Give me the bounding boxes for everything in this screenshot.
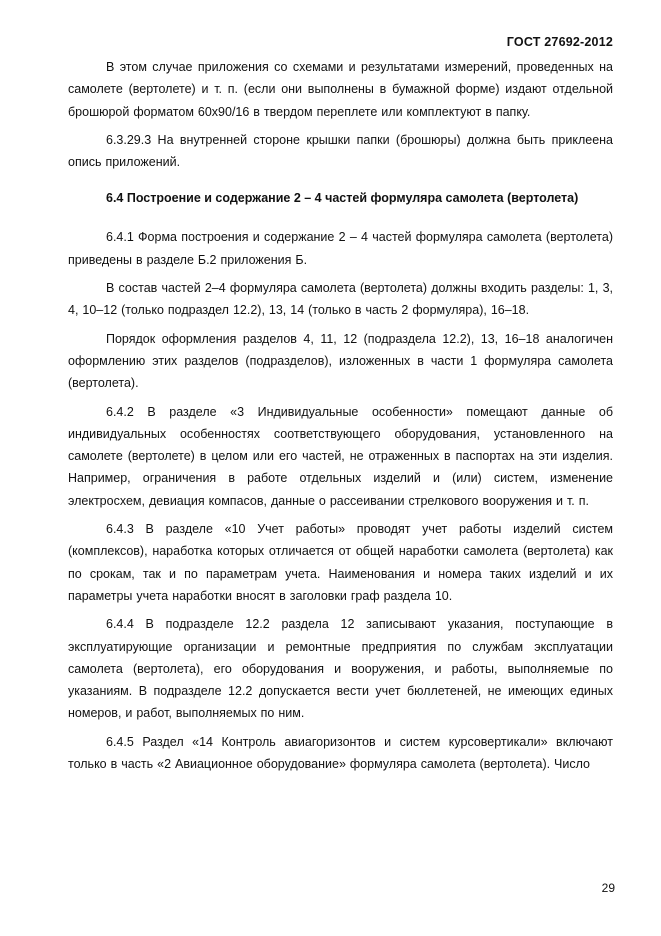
paragraph-formatting-order: Порядок оформления разделов 4, 11, 12 (подраздела 12.2), 13, 16–18 аналогичен оформлению этих разделов (подразделов), изложенных в части 1 формуляра самолета (вертолета). <box>68 331 613 391</box>
section-title-6-4: 6.4 Построение и содержание 2 – 4 частей формуляра самолета (вертолета) <box>106 191 579 206</box>
paragraph-applications-brochure: В этом случае приложения со схемами и результатами измерений, проведенных на самолете (вертолете) и т. п. (если они выполнены в бумажной форме) издают отдельной брошюрой форматом 60х90/16 в твердом переплете или комплектуют в папку. <box>68 60 613 119</box>
document-body <box>68 56 613 775</box>
paragraph-6-4-3: 6.4.3 В разделе «10 Учет работы» проводят учет работы изделий систем (комплексов), наработка которых отличается от общей наработки самолета (вертолета) как по срокам, так и по параметрам учета. Наименования и номера таких изделий и их параметры учета наработки вносят в заголовки граф раздела 10. <box>68 522 613 603</box>
document-header-id: ГОСТ 27692-2012 <box>506 35 613 49</box>
paragraph-6-4-2: 6.4.2 В разделе «3 Индивидуальные особенности» помещают данные об индивидуальных особенностях соответствующего оборудования, установленного на самолете (вертолете) в целом или его частей, не отраженных в паспортах на эти изделия. Например, ограничения в работе отдельных изделий и (или) систем, изменение электросхем, девиация компасов, данные о рассеивании стрелкового вооружения и т. п. <box>68 404 613 508</box>
paragraph-6-4-4: 6.4.4 В подразделе 12.2 раздела 12 записывают указания, поступающие в эксплуатирующие организации и ремонтные предприятия по службам эксплуатации самолета (вертолета), его оборудования и вооружения, и работы, выполняемые по указаниям. В подразделе 12.2 допускается вести учет бюллетеней, не имеющих единых номеров, и работ, выполняемых по ним. <box>68 617 613 721</box>
paragraph-6-4-5: 6.4.5 Раздел «14 Контроль авиагоризонтов и систем курсовертикали» включают только в часть «2 Авиационное оборудование» формуляра самолета (вертолета). Число <box>68 734 613 772</box>
paragraph-parts-sections: В состав частей 2–4 формуляра самолета (вертолета) должны входить разделы: 1, 3, 4, 10–12 (только подраздел 12.2), 13, 14 (только в часть 2 формуляра), 16–18. <box>68 281 613 318</box>
paragraph-6-3-29-3: 6.3.29.3 На внутренней стороне крышки папки (брошюры) должна быть приклеена опись приложений. <box>68 132 613 170</box>
paragraph-6-4-1: 6.4.1 Форма построения и содержание 2 – 4 частей формуляра самолета (вертолета) приведены в разделе Б.2 приложения Б. <box>68 230 613 267</box>
page-number: 29 <box>601 881 615 895</box>
